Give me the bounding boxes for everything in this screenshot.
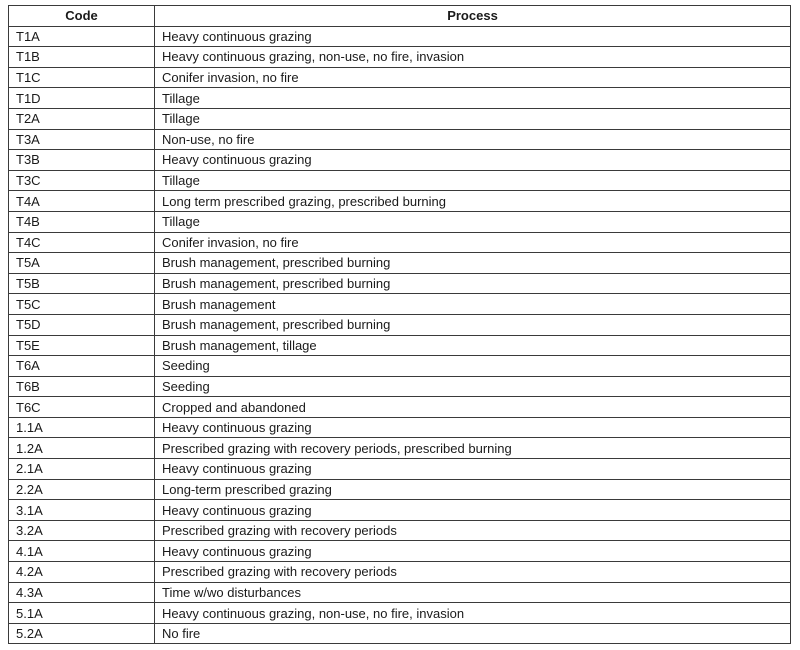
- process-cell: Long term prescribed grazing, prescribed burning: [155, 191, 791, 212]
- code-cell: 1.1A: [9, 417, 155, 438]
- process-cell: Prescribed grazing with recovery periods: [155, 562, 791, 583]
- process-cell: Brush management, prescribed burning: [155, 273, 791, 294]
- process-cell: No fire: [155, 623, 791, 644]
- process-cell: Heavy continuous grazing, non-use, no fire, invasion: [155, 47, 791, 68]
- process-cell: Time w/wo disturbances: [155, 582, 791, 603]
- code-cell: T3B: [9, 150, 155, 171]
- header-row: [9, 6, 791, 27]
- table-row: [9, 500, 791, 521]
- table-row: [9, 47, 791, 68]
- table-row: [9, 211, 791, 232]
- process-cell: Prescribed grazing with recovery periods: [155, 520, 791, 541]
- process-column-header: Process: [155, 6, 791, 27]
- process-cell: Cropped and abandoned: [155, 397, 791, 418]
- process-cell: Conifer invasion, no fire: [155, 67, 791, 88]
- code-cell: 2.2A: [9, 479, 155, 500]
- table-row: [9, 541, 791, 562]
- table-row: [9, 26, 791, 47]
- process-cell: Tillage: [155, 170, 791, 191]
- table-row: [9, 67, 791, 88]
- process-cell: Heavy continuous grazing: [155, 417, 791, 438]
- code-cell: T1B: [9, 47, 155, 68]
- process-cell: Seeding: [155, 376, 791, 397]
- code-cell: 2.1A: [9, 459, 155, 480]
- table-row: [9, 438, 791, 459]
- table-row: [9, 603, 791, 624]
- table-row: [9, 335, 791, 356]
- code-cell: T5B: [9, 273, 155, 294]
- table-row: [9, 562, 791, 583]
- code-cell: T5A: [9, 253, 155, 274]
- table-row: [9, 356, 791, 377]
- table-row: [9, 232, 791, 253]
- table-row: [9, 314, 791, 335]
- process-cell: Tillage: [155, 88, 791, 109]
- table-row: [9, 520, 791, 541]
- process-cell: Heavy continuous grazing: [155, 150, 791, 171]
- code-cell: T3C: [9, 170, 155, 191]
- code-cell: T5E: [9, 335, 155, 356]
- code-cell: T4B: [9, 211, 155, 232]
- process-cell: Brush management, tillage: [155, 335, 791, 356]
- process-cell: Long-term prescribed grazing: [155, 479, 791, 500]
- code-column-header: Code: [9, 6, 155, 27]
- process-cell: Non-use, no fire: [155, 129, 791, 150]
- code-cell: T6A: [9, 356, 155, 377]
- process-cell: Brush management, prescribed burning: [155, 253, 791, 274]
- process-cell: Heavy continuous grazing: [155, 26, 791, 47]
- code-cell: 3.2A: [9, 520, 155, 541]
- code-cell: T1C: [9, 67, 155, 88]
- code-cell: 4.2A: [9, 562, 155, 583]
- process-cell: Heavy continuous grazing: [155, 459, 791, 480]
- table-row: [9, 397, 791, 418]
- table-row: [9, 88, 791, 109]
- process-cell: Brush management, prescribed burning: [155, 314, 791, 335]
- table-row: [9, 273, 791, 294]
- code-cell: 5.2A: [9, 623, 155, 644]
- code-cell: T4C: [9, 232, 155, 253]
- code-cell: T5D: [9, 314, 155, 335]
- process-cell: Seeding: [155, 356, 791, 377]
- code-cell: T3A: [9, 129, 155, 150]
- process-cell: Prescribed grazing with recovery periods, prescribed burning: [155, 438, 791, 459]
- code-cell: T6C: [9, 397, 155, 418]
- table-row: [9, 108, 791, 129]
- code-cell: T1A: [9, 26, 155, 47]
- table-row: [9, 294, 791, 315]
- table-row: [9, 170, 791, 191]
- code-cell: T1D: [9, 88, 155, 109]
- code-cell: 4.1A: [9, 541, 155, 562]
- table-row: [9, 479, 791, 500]
- table-row: [9, 376, 791, 397]
- code-cell: T6B: [9, 376, 155, 397]
- process-table: [8, 5, 791, 644]
- code-cell: 5.1A: [9, 603, 155, 624]
- code-cell: T4A: [9, 191, 155, 212]
- process-cell: Heavy continuous grazing, non-use, no fire, invasion: [155, 603, 791, 624]
- process-cell: Heavy continuous grazing: [155, 500, 791, 521]
- table-row: [9, 253, 791, 274]
- table-row: [9, 150, 791, 171]
- process-cell: Tillage: [155, 211, 791, 232]
- table-row: [9, 191, 791, 212]
- code-cell: 1.2A: [9, 438, 155, 459]
- process-cell: Conifer invasion, no fire: [155, 232, 791, 253]
- code-cell: 4.3A: [9, 582, 155, 603]
- code-cell: 3.1A: [9, 500, 155, 521]
- table-row: [9, 623, 791, 644]
- process-cell: Brush management: [155, 294, 791, 315]
- code-cell: T2A: [9, 108, 155, 129]
- code-cell: T5C: [9, 294, 155, 315]
- table-body: [9, 26, 791, 644]
- process-cell: Heavy continuous grazing: [155, 541, 791, 562]
- table-row: [9, 417, 791, 438]
- table-row: [9, 129, 791, 150]
- table-row: [9, 459, 791, 480]
- process-cell: Tillage: [155, 108, 791, 129]
- table-row: [9, 582, 791, 603]
